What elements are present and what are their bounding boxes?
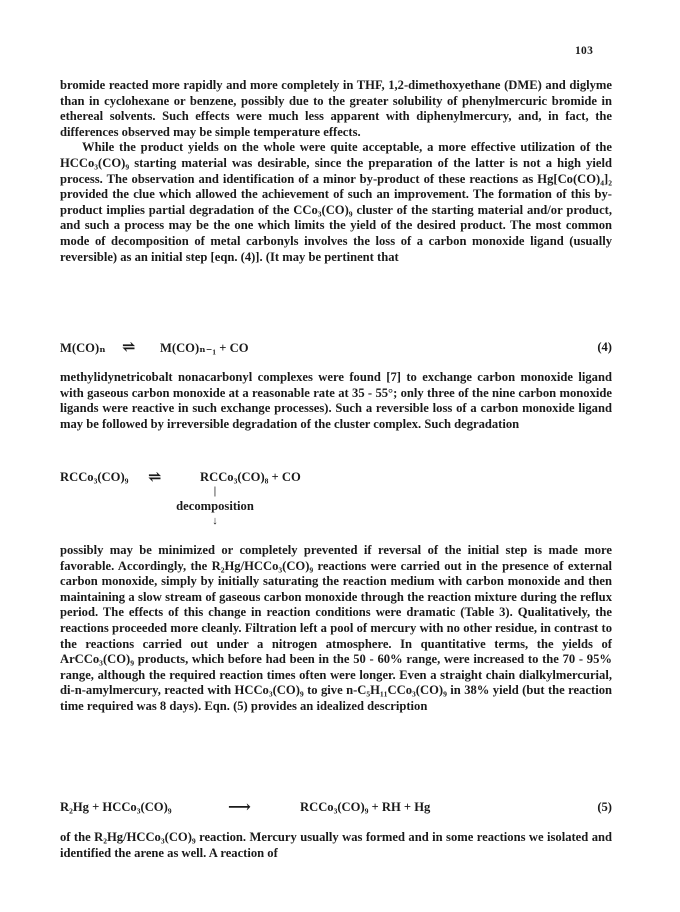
paragraph-3-block <box>60 370 612 432</box>
equation-5-number: (5) <box>597 800 612 814</box>
down-arrow-icon: ↓ <box>212 515 218 527</box>
paragraph-3: methylidynetricobalt nonacarbonyl complexes were found [7] to exchange carbon monoxide ligand with gaseous carbon monoxide at a reasonable rate at 35 - 55°; only three of the nine carbon monoxide ligands were reactive in such exchange processes). Such a reversible loss of a carbon monoxide ligand may be followed by irreversible degradation of the cluster complex. Such degradation <box>60 370 612 431</box>
paragraph-4: possibly may be minimized or completely prevented if reversal of the initial step is made more favorable. Accordingly, the R₂Hg/HCCo₃(CO)₉ reactions were carried out in the presence of external carbon monoxide, simply by initially saturating the reaction medium with carbon monoxide and then maintaining a slow stream of gaseous carbon monoxide through the reaction mixture during the reflux period. The effects of this change in reaction conditions were dramatic (Table 3). Qualitatively, the reactions proceeded more cleanly. Filtration left a pool of mercury with no other residue, in contrast to the reactions carried out under a nitrogen atmosphere. In quantitative terms, the yields of ArCCo₃(CO)₉ products, which before had been in the 50 - 60% range, were increased to the 70 - 95% range, although the required reaction times often were longer. Even a straight chain dialkylmercurial, di-n-amylmercury, reacted with HCCo₃(CO)₉ to give n-C₅H₁₁CCo₃(CO)₉ in 38% yield (but the reaction time required was 8 days). Eqn. (5) provides an idealized description <box>60 543 612 713</box>
equation-4-number: (4) <box>597 340 612 354</box>
right-arrow-icon: ⟶ <box>228 799 251 816</box>
decomposition-label: decomposition <box>176 499 254 513</box>
scheme-lhs: RCCo₃(CO)₉ <box>60 470 129 484</box>
equation-4 <box>60 340 612 356</box>
paragraph-5-block <box>60 830 612 861</box>
equation-4-lhs: M(CO)ₙ <box>60 341 106 355</box>
paragraph-1-block <box>60 78 612 265</box>
paragraph-5: of the R₂Hg/HCCo₃(CO)₉ reaction. Mercury usually was formed and in some reactions we isolated and identified the arene as well. A reaction of <box>60 830 612 860</box>
paragraph-2: While the product yields on the whole were quite acceptable, a more effective utilization of the HCCo₃(CO)₉ starting material was desirable, since the preparation of the latter is not a high yield process. The observation and identification of a minor by-product of these reactions as Hg[Co(CO)₄]₂ provided the clue which allowed the achievement of such an improvement. The formation of this by-product implies partial degradation of the CCo₃(CO)₉ cluster of the starting material and/or product, and such a process may be the one which limits the yield of the desired product. The most common mode of decomposition of metal carbonyls involves the loss of a carbon monoxide ligand (usually reversible) as an initial step [eqn. (4)]. (It may be pertinent that <box>60 140 612 264</box>
equilibrium-arrow-icon: ⇌ <box>122 339 136 356</box>
equation-5-lhs: R₂Hg + HCCo₃(CO)₉ <box>60 800 172 814</box>
equation-5 <box>60 800 612 816</box>
page-number: 103 <box>575 45 594 57</box>
equation-4-rhs: M(CO)ₙ₋₁ + CO <box>160 341 249 355</box>
decomposition-branch <box>140 484 290 528</box>
branch-line-icon: | <box>213 485 217 497</box>
paragraph-1: bromide reacted more rapidly and more completely in THF, 1,2-dimethoxyethane (DME) and diglyme than in cyclohexane or benzene, possibly due to the greater solubility of phenylmercuric bromide in ethereal solvents. Such effects were much less apparent with diphenylmercury, and, in fact, the differences observed may be simple temperature effects. <box>60 78 612 139</box>
equation-5-rhs: RCCo₃(CO)₉ + RH + Hg <box>300 800 431 814</box>
scheme-rhs: RCCo₃(CO)₈ + CO <box>200 470 301 484</box>
equilibrium-arrow-icon: ⇌ <box>148 469 162 486</box>
paragraph-4-block <box>60 543 612 715</box>
